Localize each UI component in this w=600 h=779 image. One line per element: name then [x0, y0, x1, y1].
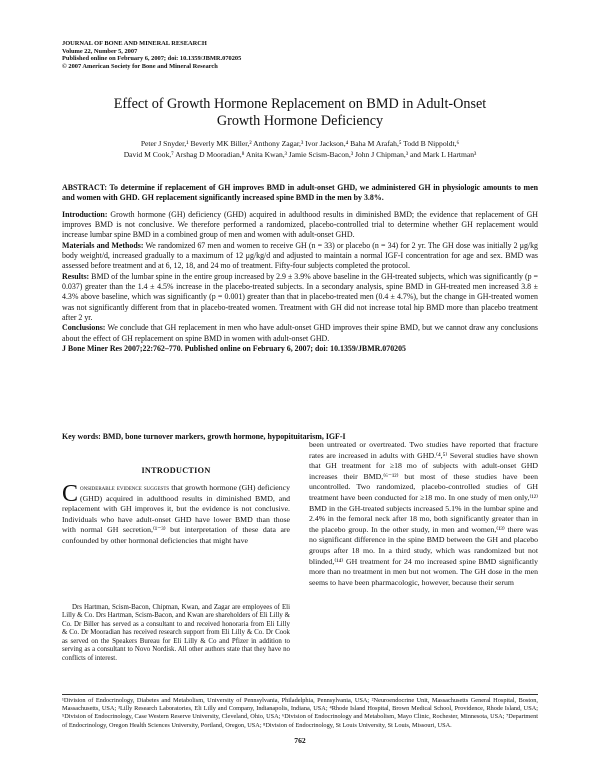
author-affiliations: ¹Division of Endocrinology, Diabetes and Metabolism, University of Pennsylvania, Philadelphia, Pennsylvania, USA; ²Neuroendocrine Unit, Massachusetts General Hospital, Boston, Massachusetts, USA; ³Lilly Research Laboratories, Eli Lilly and Company, Indianapolis, Indiana, USA; ⁴Rhode Island Hospital, Brown Medical School, Providence, Rhode Island, USA; ⁵Division of Endocrinology, Case Western Reserve University, Cleveland, Ohio, USA; ⁶Division of Endocrinology and Metabolism, Mayo Clinic, Rochester, Minnesota, USA; ⁷Department of Endocrinology, Oregon Health Sciences University, Portland, Oregon, USA; ⁸Division of Endocrinology, St Louis University, St Louis, Missouri, USA.	[62, 697, 538, 729]
intro-paragraph: that growth hormone (GH) deficiency (GHD) acquired in adulthood results in diminished BMD, and replacement with GH improves it, but the evidence is not conclusive. Individuals who have adult-onset GHD have lower BMD than those with normal GH secretion,⁽¹⁻³⁾ but interpretation of these data are confounded by other hormonal deficiencies that might have	[62, 483, 290, 545]
journal-header	[62, 40, 241, 70]
intro-text: Growth hormone (GH) deficiency (GHD) acquired in adulthood results in diminished BMD; the evidence that replacement of GH improves BMD is not conclusive. We therefore performed a randomized, placebo-controlled trial to determine whether GH replacement would increase lumbar spine BMD in a combined group of men and women with adult-onset GHD.	[62, 209, 538, 240]
title-line-2: Growth Hormone Deficiency	[216, 113, 384, 129]
results-label: Results:	[62, 271, 90, 281]
footnote-divider	[62, 694, 538, 695]
right-column-text: been untreated or overtreated. Two studies have reported that fracture rates are increased in adults with GHD.⁽⁴,⁵⁾ Several studies have shown that GH treatment for ≥18 mo of subjects with adult-onset GHD increases their BMD,⁽⁶⁻¹²⁾ but most of these studies have been uncontrolled. Two randomized, placebo-controlled studies of GH treatment have been conducted for ≥18 mo. In one study of men only,⁽¹²⁾ BMD in the GH-treated subjects increased 5.1% in the lumbar spine and 2.4% in the femoral neck after 18 mo, both significantly greater than in the placebo group. In the other study, in men and women,⁽¹³⁾ there was no significant difference in the spine BMD between the GH and placebo groups after 18 mo. In a third study, which was randomized but not blinded,⁽¹⁴⁾ GH treatment for 24 mo increased spine BMD significantly more than no treatment in men but not women. The GH dose in the men seems to have been pharmacologic, however, because their serum	[309, 440, 538, 587]
introduction-heading: INTRODUCTION	[141, 466, 211, 475]
authors-line-1: Peter J Snyder,¹ Beverly MK Biller,² Anthony Zagar,³ Ivor Jackson,⁴ Baha M Arafah,⁵ Todd B Nippoldt,⁶	[140, 139, 460, 148]
authors-line-2: David M Cook,⁷ Arshag D Mooradian,⁸ Anita Kwan,³ Jamie Scism-Bacon,³ John J Chipman,³ and Mark L Hartman³	[123, 150, 477, 160]
abstract-methods	[62, 241, 538, 272]
methods-label: Materials and Methods:	[62, 240, 144, 250]
results-text: BMD of the lumbar spine in the entire group increased by 2.9 ± 3.9% above baseline in the GH-treated subjects, which was significantly (p = 0.037) greater than the 1.4 ± 4.5% increase in the placebo-treated subjects. In a secondary analysis, spine BMD in GH-treated men increased 3.8 ± 4.3% above baseline, which was significantly (p = 0.001) greater than that in placebo-treated men (0.4 ± 4.7%), but the change in GH-treated women was not significantly different from that in placebo-treated women. Treatment with GH did not increase total hip BMD more than placebo treatment after 2 yr.	[62, 271, 538, 323]
keywords: Key words: BMD, bone turnover markers, growth hormone, hypopituitarism, IGF-I	[62, 432, 346, 441]
journal-doi: Published online on February 6, 2007; doi: 10.1359/JBMR.070205	[62, 55, 242, 63]
title-line-1: Effect of Growth Hormone Replacement on BMD in Adult-Onset	[113, 96, 487, 112]
journal-volume: Volume 22, Number 5, 2007	[62, 47, 138, 55]
conclusions-label: Conclusions:	[62, 323, 106, 333]
abstract	[62, 183, 538, 355]
author-list	[62, 138, 538, 160]
page-number: 762	[294, 736, 306, 745]
journal-name: JOURNAL OF BONE AND MINERAL RESEARCH	[62, 40, 207, 47]
abstract-conclusions	[62, 323, 538, 344]
methods-text: We randomized 67 men and women to receive GH (n = 33) or placebo (n = 34) for 2 yr. The GH dose was initially 2 μg/kg body weight/d, increased gradually to a maximum of 12 μg/kg/d and adjusted to maintain a normal IGF-I concentration for age and sex. BMD was assessed before treatment and at 6, 12, 18, and 24 mo of treatment. Fifty-four subjects completed the protocol.	[62, 240, 538, 271]
introduction-body	[62, 483, 290, 547]
abstract-lead: ABSTRACT: To determine if replacement of GH improves BMD in adult-onset GHD, we administered GH in physiologic amounts to men and women with GHD. GH replacement significantly increased spine BMD in the men by 3.8%.	[62, 183, 538, 203]
drop-cap: C	[62, 481, 79, 507]
conflict-disclosure: Drs Hartman, Scism-Bacon, Chipman, Kwan, and Zagar are employees of Eli Lilly & Co. Drs Hartman, Scism-Bacon, and Kwan are shareholders of Eli Lilly & Co. Dr Biller has served as a consultant to and received honoraria from Eli Lilly & Co. Dr Mooradian has received research support from Eli Lilly & Co. Dr Cook as served on the Speakers Bureau for Eli Lilly & Co and Pfizer in addition to serving as a consultant to Novo Nordisk. All other authors state that they have no conflicts of interest.	[62, 604, 290, 662]
intro-smallcaps: onsiderable evidence suggests	[80, 483, 170, 492]
article-title	[62, 96, 538, 130]
intro-label: Introduction:	[62, 209, 108, 219]
abstract-citation: J Bone Miner Res 2007;22:762–770. Published online on February 6, 2007; doi: 10.1359/JBMR.070205	[62, 344, 406, 354]
conclusions-text: We conclude that GH replacement in men who have adult-onset GHD improves their spine BMD, but we cannot draw any conclusions about the effect of GH replacement on spine BMD in women with adult-onset GHD.	[62, 323, 538, 343]
journal-copyright: © 2007 American Society for Bone and Mineral Research	[62, 62, 218, 70]
abstract-introduction	[62, 210, 538, 241]
abstract-results	[62, 272, 538, 324]
